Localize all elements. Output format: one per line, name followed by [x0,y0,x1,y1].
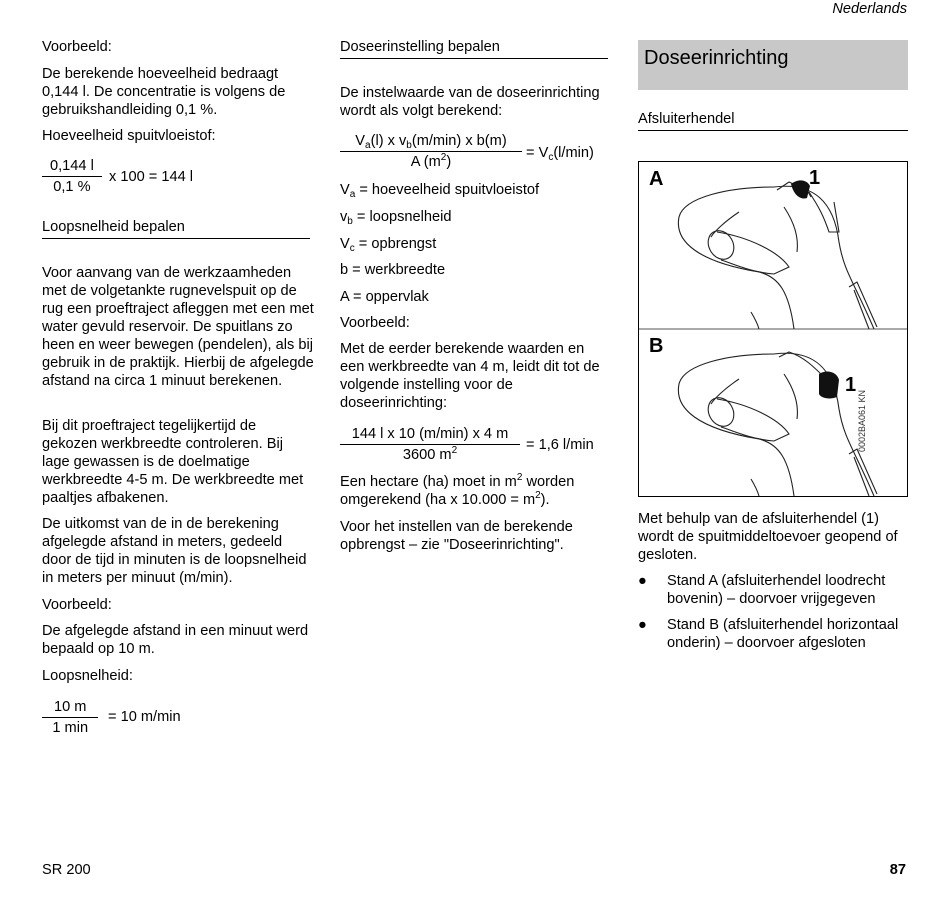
bullet-icon: ● [638,617,647,633]
dosing-intro: De instelwaarde van de doseerinrichting wordt als volgt berekend: [340,85,600,119]
example1-label: Voorbeeld: [42,39,112,55]
formula-result: x 100 = 144 l [109,169,193,185]
quantity-label: Hoeveelheid spuitvloeistof: [42,128,216,144]
example2-text: De afgelegde afstand in een minuut werd bepaald op 10 m. [42,623,309,657]
section-heading-dosing: Doseerinstelling bepalen [340,38,608,59]
formula-result: = $V_c(l/\min)$ [526,145,594,163]
speed-paragraph-3: De uitkomst van de in de berekening afgelegde afstand in meters, gedeeld door de tijd in minuten is de loopsnelheid in meters per minuut (m/min). [42,516,307,586]
numerator: 144 l x 10 (m/min) x 4 m [340,425,520,445]
formula-example [340,425,520,464]
denominator: 1 min [52,720,89,736]
figure-code: 0002BA061 KN [857,389,867,452]
section-title-box [638,40,908,90]
reference-note: Voor het instellen van de berekende opbrengst – zie "Doseerinrichting". [340,519,573,553]
section-title: Doseerinrichting [644,47,789,69]
figure-label-a: A [649,168,664,190]
denominator: 3600 $m^2$ [402,445,458,463]
section-heading-speed: Loopsnelheid bepalen [42,218,310,239]
example-text: Met de eerder berekende waarden en een werkbreedte van 4 m, leidt dit tot de volgende instelling voor de doseerinrichting: [340,341,600,411]
example-label: Voorbeeld: [340,315,410,331]
numerator: 0,144 l [42,157,102,177]
figure-label-b: B [649,335,664,357]
numerator: $V_a(l)$ x $v_b(m/\min)$ x b(m) [340,132,522,152]
speed-paragraph-1: Voor aanvang van de werkzaamheden met de volgetankte rugnevelspuit op de rug een proeftraject afleggen met een met water gevuld reservoir. De spuitlans zo heen en weer bewegen (pendelen), als bij gebruik in de praktijk. Hierbij de afgelegde afstand na circa 1 minuut berekenen. [42,265,314,389]
denominator: 0,1 % [53,179,91,195]
formula-speed [42,698,98,737]
legend-item: $V_c$ = opbrengst [340,236,437,254]
lever-description: Met behulp van de afsluiterhendel (1) wordt de spuitmiddeltoevoer geopend of gesloten. [638,511,898,563]
legend-item: $V_a$ = hoeveelheid spuitvloeistof [340,182,540,200]
legend-item: b = werkbreedte [340,262,446,278]
footer-model: SR 200 [42,862,91,878]
section-heading-lever: Afsluiterhendel [638,110,908,131]
hectare-note: Een hectare (ha) moet in $m^2$ worden omgerekend (ha x $10.000 = m^2$). [340,472,575,508]
speed-paragraph-2: Bij dit proeftraject tegelijkertijd de gekozen werkbreedte controleren. Bij lage gewassen is de doelmatige werkbreedte 4-5 m. De werkbreedte met paaltjes afbakenen. [42,418,304,506]
denominator: A $(m^2)$ [410,152,452,170]
example2-label: Voorbeeld: [42,597,112,613]
legend-item: $v_b$ = loopsnelheid [340,209,452,227]
example1-text: De berekende hoeveelheid bedraagt 0,144 l. De concentratie is volgens de gebruikshandleiding 0,1 %. [42,66,286,118]
bullet-item: ● Stand B (afsluiterhendel horizontaal onderin) – doorvoer afgesloten [638,617,899,651]
legend-item: A = oppervlak [340,289,429,305]
callout-1-a: 1 [809,167,821,189]
bullet-item: ● Stand A (afsluiterhendel loodrecht bovenin) – doorvoer vrijgegeven [638,573,886,607]
language-label: Nederlands [832,1,907,17]
lever-knob-vertical [791,180,810,198]
handle-drawing-a [678,182,877,329]
formula-result: = 1,6 l/min [526,437,594,453]
formula-dosing [340,132,522,171]
page-number: 87 [889,862,906,878]
formula-quantity [42,157,102,196]
bullet-icon: ● [638,573,647,589]
lever-knob-horizontal [819,372,839,399]
speed-label: Loopsnelheid: [42,668,133,684]
lever-figure [638,161,908,497]
numerator: 10 m [42,698,98,718]
formula-result: = 10 m/min [108,709,181,725]
callout-1-b: 1 [845,374,857,396]
